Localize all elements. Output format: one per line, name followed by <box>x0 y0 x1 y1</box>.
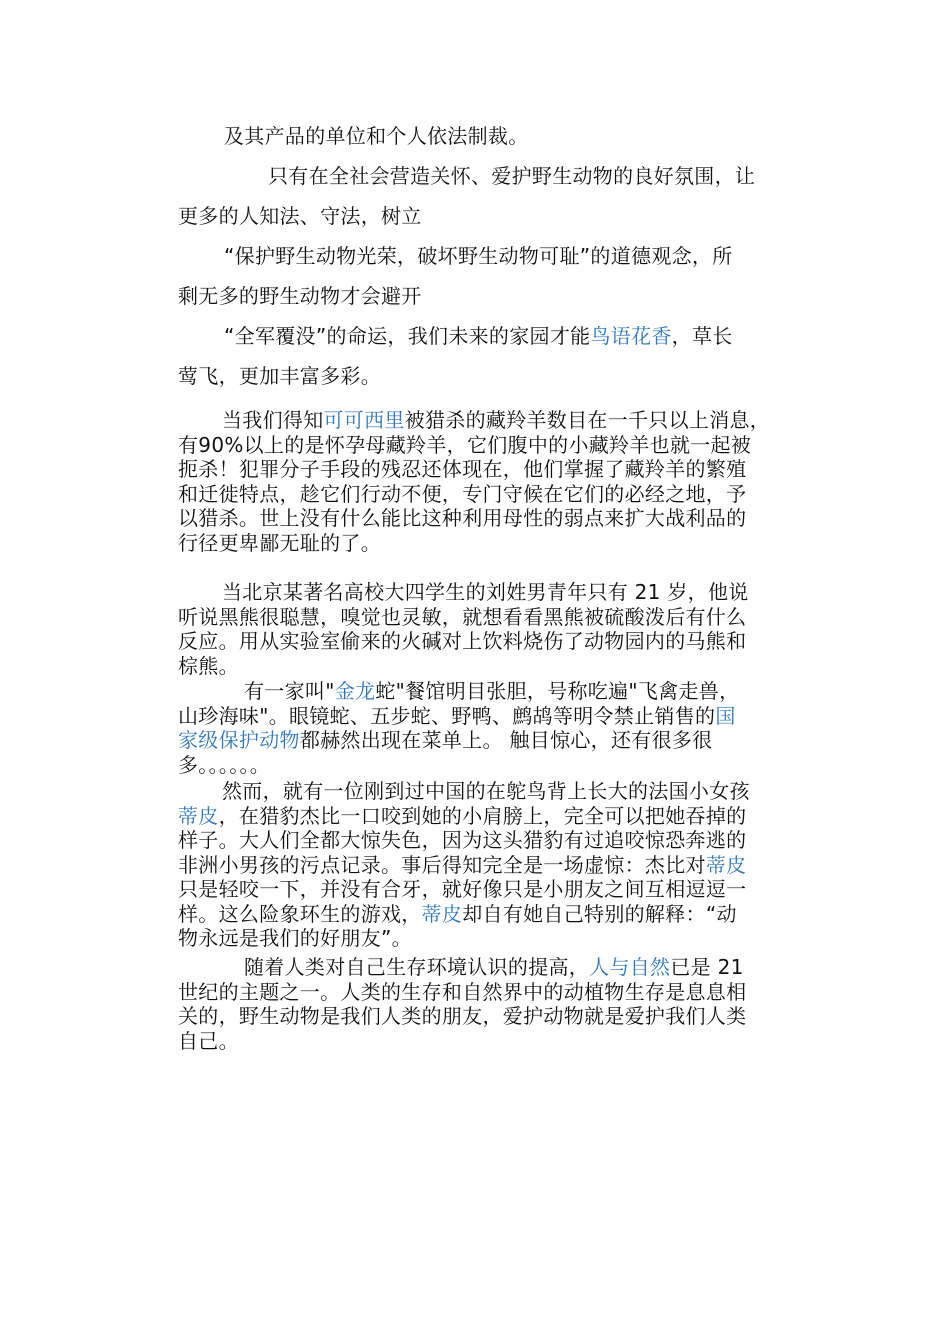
text-line <box>178 828 810 853</box>
text-line <box>178 356 810 396</box>
text-run: ，在猎豹杰比一口咬到她的小肩膀上，完全可以把她吞掉的 <box>218 803 747 828</box>
text-line <box>178 506 810 531</box>
text-line <box>178 902 810 927</box>
text-run: 山珍海味"。眼镜蛇、五步蛇、野鸭、鹧鸪等明令禁止销售的 <box>178 703 716 728</box>
text-run: ，草长 <box>671 324 733 348</box>
text-run: 已是 21 <box>670 955 744 979</box>
paragraph-tibetan-antelope <box>178 408 810 555</box>
text-run: 行径更卑鄙无耻的了。 <box>178 530 381 555</box>
text-run: “全军覆没”的命运，我们未来的家园才能 <box>224 324 591 348</box>
text-line <box>178 728 810 753</box>
text-run: 及其产品的单位和个人依法制裁。 <box>224 124 529 148</box>
text-run: 随着人类对自己生存环境认识的提高， <box>244 955 590 979</box>
text-line <box>178 1029 810 1054</box>
link-kekexili[interactable]: 可可西里 <box>323 408 405 432</box>
upper-paragraphs <box>178 116 810 396</box>
text-run: 非洲小男孩的污点记录。事后得知完全是一场虚惊：杰比对 <box>178 852 706 877</box>
text-run: 和迁徙特点，趁它们行动不便，专门守候在它们的必经之地，予 <box>178 481 747 506</box>
text-line <box>178 580 810 605</box>
text-line <box>178 276 810 316</box>
paragraph-restaurant <box>178 679 810 777</box>
paragraph-human-nature <box>178 955 810 1053</box>
text-run: 有一家叫" <box>244 679 335 703</box>
text-run: 多。。。。。。 <box>178 752 271 777</box>
text-run: 只是轻咬一下，并没有合牙，就好像只是小朋友之间互相逗逗一 <box>178 877 747 901</box>
text-line <box>178 980 810 1005</box>
paragraph-tippi <box>178 779 810 951</box>
link-jinlong[interactable]: 金龙 <box>334 679 376 703</box>
text-line <box>178 482 810 507</box>
text-line <box>178 877 810 902</box>
text-run: 听说黑熊很聪慧，嗅觉也灵敏，就想看看黑熊被硫酸泼后有什么 <box>178 604 747 629</box>
text-line <box>178 605 810 630</box>
text-line <box>178 531 810 556</box>
link-protected-animals[interactable]: 国 <box>715 703 736 728</box>
text-line <box>178 236 810 276</box>
text-run: 却自有她自己特别的解释：“动 <box>462 901 737 926</box>
link-tippi[interactable]: 蒂皮 <box>705 852 747 877</box>
text-run: 当北京某著名高校大四学生的刘姓男青年只有 21 岁，他说 <box>222 580 749 604</box>
text-line <box>178 704 810 729</box>
paragraph-bear <box>178 580 810 678</box>
link-tippi[interactable]: 蒂皮 <box>178 803 219 828</box>
text-run: 反应。用从实验室偷来的火碱对上饮料烧伤了动物园内的马熊和 <box>178 629 747 653</box>
text-line <box>178 316 810 356</box>
link-human-nature[interactable]: 人与自然 <box>589 955 671 979</box>
text-line <box>178 853 810 878</box>
text-run: 只有在全社会营造关怀、爱护野生动物的良好氛围，让 <box>268 164 756 188</box>
text-run: 更多的人知法、守法，树立 <box>178 204 422 228</box>
text-run: 以猎杀。世上没有什么能比这种利用母性的弱点来扩大战利品的 <box>178 506 747 530</box>
text-run: 都赫然出现在菜单上。 触目惊心，还有很多很 <box>299 728 713 752</box>
text-run: 然而，就有一位刚到过中国的在鸵鸟背上长大的法国小女孩 <box>222 779 750 803</box>
text-run: 棕熊。 <box>178 653 239 678</box>
text-run: 剩无多的野生动物才会避开 <box>178 284 422 308</box>
text-line <box>178 156 810 196</box>
text-run: 有90%以上的是怀孕母藏羚羊，它们腹中的小藏羚羊也就一起被 <box>178 432 752 457</box>
text-line <box>178 753 810 778</box>
text-line <box>178 1004 810 1029</box>
text-run: 样。这么险象环生的游戏， <box>178 901 422 926</box>
text-run: 被猎杀的藏羚羊数目在一千只以上消息， <box>404 408 771 432</box>
text-run: 蛇"餐馆明目张胆，号称吃遍"飞禽走兽， <box>375 679 740 703</box>
text-run: 当我们得知 <box>222 408 324 432</box>
link-protected-animals[interactable]: 家级保护动物 <box>178 728 300 752</box>
text-line <box>178 196 810 236</box>
link-tippi[interactable]: 蒂皮 <box>421 901 463 926</box>
link-niaoyu-huaxiang[interactable]: 鸟语花香 <box>590 324 672 348</box>
text-line <box>178 679 810 704</box>
text-line <box>178 955 810 980</box>
text-line <box>178 116 810 156</box>
text-run: 样子。大人们全都大惊失色，因为这头猎豹有过追咬惊恐奔逃的 <box>178 828 747 852</box>
text-line <box>178 433 810 458</box>
text-run: “保护野生动物光荣，破坏野生动物可耻”的道德观念，所 <box>224 244 733 268</box>
text-run: 扼杀！犯罪分子手段的残忍还体现在，他们掌握了藏羚羊的繁殖 <box>178 457 747 481</box>
text-line <box>178 804 810 829</box>
text-line <box>178 779 810 804</box>
text-line <box>178 926 810 951</box>
text-run: 物永远是我们的好朋友”。 <box>178 926 412 950</box>
text-line <box>178 457 810 482</box>
text-run: 世纪的主题之一。人类的生存和自然界中的动植物生存是息息相 <box>178 979 747 1004</box>
text-run: 关的，野生动物是我们人类的朋友，爱护动物就是爱护我们人类 <box>178 1004 747 1028</box>
text-run: 自己。 <box>178 1028 239 1053</box>
text-line <box>178 654 810 679</box>
text-line <box>178 629 810 654</box>
text-line <box>178 408 810 433</box>
text-run: 莺飞，更加丰富多彩。 <box>178 364 381 388</box>
